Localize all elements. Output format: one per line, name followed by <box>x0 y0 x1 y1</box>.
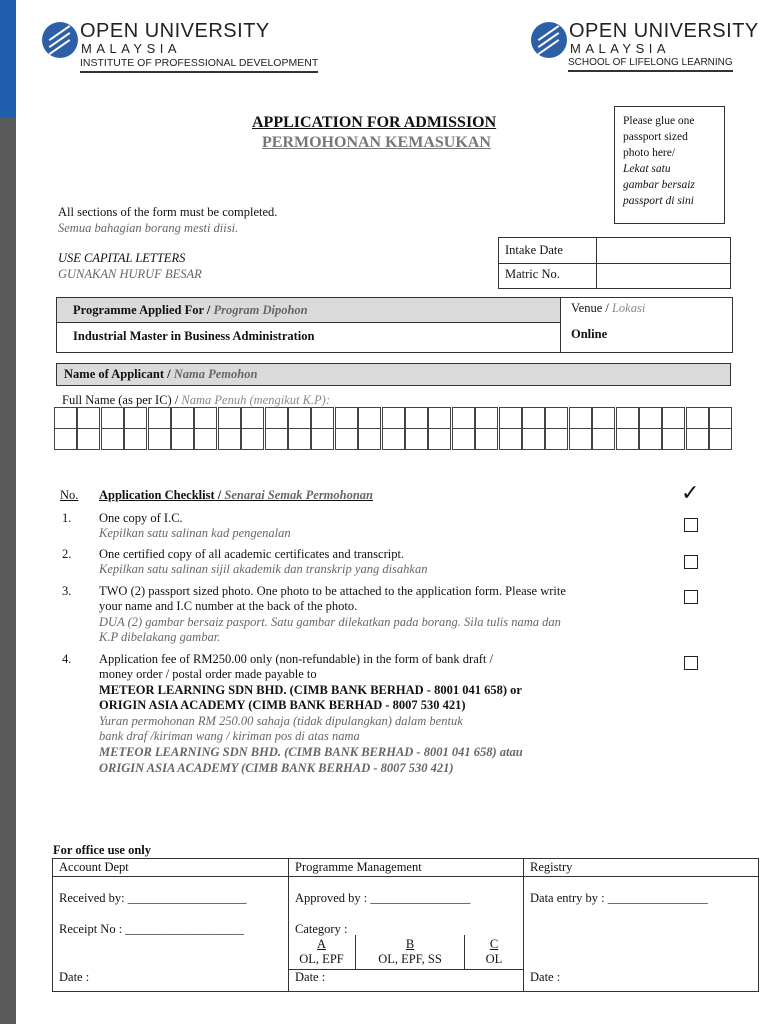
name-char-cell[interactable] <box>54 428 77 450</box>
item-4-checkbox[interactable] <box>684 656 698 670</box>
name-char-cell[interactable] <box>101 428 124 450</box>
approved-by: Approved by : ________________ <box>295 891 471 905</box>
name-char-cell[interactable] <box>241 407 264 429</box>
category-label: Category : <box>295 922 348 936</box>
name-char-cell[interactable] <box>592 428 615 450</box>
date-account: Date : <box>59 970 90 984</box>
matric-no-field[interactable] <box>598 265 728 287</box>
name-char-cell[interactable] <box>265 428 288 450</box>
intake-box <box>498 237 731 289</box>
office-col-registry: Registry <box>530 860 573 874</box>
name-char-cell[interactable] <box>428 407 451 429</box>
name-char-cell[interactable] <box>499 428 522 450</box>
programme-box <box>56 297 733 353</box>
item-4-ms-1: Yuran permohonan RM 250.00 sahaja (tidak dipulangkan) dalam bentuk <box>99 714 463 728</box>
name-char-cell[interactable] <box>77 407 100 429</box>
name-char-cell[interactable] <box>662 428 685 450</box>
fullname-grid[interactable] <box>54 407 734 451</box>
date-programme: Date : <box>295 970 326 984</box>
photo-ms-3: passport di sini <box>623 195 694 207</box>
item-2-checkbox[interactable] <box>684 555 698 569</box>
programme-value[interactable]: Industrial Master in Business Administration <box>73 329 315 343</box>
name-char-cell[interactable] <box>382 407 405 429</box>
receipt-no: Receipt No : ___________________ <box>59 922 245 936</box>
office-col-programme: Programme Management <box>295 860 422 874</box>
name-char-cell[interactable] <box>522 407 545 429</box>
oum-globe-icon <box>42 22 78 58</box>
name-char-cell[interactable] <box>452 407 475 429</box>
item-3-no: 3. <box>62 584 72 598</box>
name-char-cell[interactable] <box>241 428 264 450</box>
name-char-cell[interactable] <box>405 428 428 450</box>
instruction-1-en: All sections of the form must be completed. <box>58 205 278 219</box>
category-grid <box>288 935 523 970</box>
item-3-ms-2: K.P dibelakang gambar. <box>99 630 221 644</box>
intake-date-field[interactable] <box>598 239 728 262</box>
item-1-en: One copy of I.C. <box>99 511 183 525</box>
category-c: C OL <box>485 937 503 966</box>
right-logo-line3: SCHOOL OF LIFELONG LEARNING <box>568 57 733 72</box>
item-1-checkbox[interactable] <box>684 518 698 532</box>
name-char-cell[interactable] <box>639 428 662 450</box>
item-2-en: One certified copy of all academic certificates and transcript. <box>99 547 405 561</box>
name-char-cell[interactable] <box>171 428 194 450</box>
left-logo-line3: INSTITUTE OF PROFESSIONAL DEVELOPMENT <box>80 57 318 73</box>
received-by: Received by: ___________________ <box>59 891 247 905</box>
data-entry-by: Data entry by : ________________ <box>530 891 708 905</box>
name-char-cell[interactable] <box>148 407 171 429</box>
photo-box <box>614 106 725 224</box>
photo-en-2: passport sized <box>623 131 688 143</box>
matric-no-label: Matric No. <box>505 267 560 281</box>
name-char-cell[interactable] <box>428 428 451 450</box>
name-char-cell[interactable] <box>475 428 498 450</box>
name-char-cell[interactable] <box>124 407 147 429</box>
name-char-cell[interactable] <box>499 407 522 429</box>
photo-ms-1: Lekat satu <box>623 163 671 175</box>
name-char-cell[interactable] <box>382 428 405 450</box>
office-table <box>52 858 759 992</box>
name-char-cell[interactable] <box>101 407 124 429</box>
name-char-cell[interactable] <box>686 407 709 429</box>
name-char-cell[interactable] <box>335 428 358 450</box>
name-char-cell[interactable] <box>218 428 241 450</box>
name-char-cell[interactable] <box>452 428 475 450</box>
category-b: B OL, EPF, SS <box>378 937 442 966</box>
name-char-cell[interactable] <box>616 407 639 429</box>
name-char-cell[interactable] <box>405 407 428 429</box>
item-3-checkbox[interactable] <box>684 590 698 604</box>
instruction-2-en: USE CAPITAL LETTERS <box>58 251 186 265</box>
item-2-no: 2. <box>62 547 72 561</box>
name-char-cell[interactable] <box>288 407 311 429</box>
name-char-cell[interactable] <box>686 428 709 450</box>
item-1-no: 1. <box>62 511 72 525</box>
name-char-cell[interactable] <box>194 428 217 450</box>
name-char-cell[interactable] <box>288 428 311 450</box>
name-char-cell[interactable] <box>475 407 498 429</box>
office-col-account: Account Dept <box>59 860 129 874</box>
photo-en-3: photo here/ <box>623 147 676 159</box>
name-char-cell[interactable] <box>194 407 217 429</box>
venue-value[interactable]: Online <box>571 327 608 341</box>
name-char-cell[interactable] <box>77 428 100 450</box>
programme-header: Programme Applied For / Program Dipohon <box>73 303 308 317</box>
name-char-cell[interactable] <box>709 407 732 429</box>
left-logo-line1: OPEN UNIVERSITY <box>80 20 270 42</box>
item-4-ms-4: ORIGIN ASIA ACADEMY (CIMB BANK BERHAD - 8007 530 421) <box>99 761 454 775</box>
photo-en-1: Please glue one <box>623 115 695 127</box>
name-char-cell[interactable] <box>54 407 77 429</box>
item-4-en-1: Application fee of RM250.00 only (non-refundable) in the form of bank draft / <box>99 652 493 666</box>
intake-date-label: Intake Date <box>505 243 563 257</box>
name-char-cell[interactable] <box>616 428 639 450</box>
name-char-cell[interactable] <box>569 428 592 450</box>
name-char-cell[interactable] <box>358 407 381 429</box>
item-4-no: 4. <box>62 652 72 666</box>
name-char-cell[interactable] <box>358 428 381 450</box>
checklist-header: Application Checklist / Senarai Semak Permohonan <box>99 488 374 502</box>
viewer-sidebar <box>0 0 16 1024</box>
left-logo-line2: MALAYSIA <box>81 41 182 56</box>
instruction-2-ms: GUNAKAN HURUF BESAR <box>58 267 202 281</box>
name-char-cell[interactable] <box>171 407 194 429</box>
applicant-header: Name of Applicant / Nama Pemohon <box>56 363 731 386</box>
item-4-en-3: METEOR LEARNING SDN BHD. (CIMB BANK BERHAD - 8001 041 658) or <box>99 683 522 697</box>
instruction-1-ms: Semua bahagian borang mesti diisi. <box>58 221 239 235</box>
viewer-sidebar-accent <box>0 0 16 118</box>
item-4-ms-3: METEOR LEARNING SDN BHD. (CIMB BANK BERHAD - 8001 041 658) atau <box>99 745 523 759</box>
name-char-cell[interactable] <box>265 407 288 429</box>
item-1-ms: Kepilkan satu salinan kad pengenalan <box>99 526 291 540</box>
name-char-cell[interactable] <box>592 407 615 429</box>
tick-icon: ✓ <box>681 481 700 506</box>
right-logo-line1: OPEN UNIVERSITY <box>569 20 759 42</box>
photo-ms-2: gambar bersaiz <box>623 179 695 191</box>
name-char-cell[interactable] <box>545 407 568 429</box>
office-title: For office use only <box>53 843 152 857</box>
name-char-cell[interactable] <box>639 407 662 429</box>
venue-label: Venue / Lokasi <box>571 301 646 315</box>
name-char-cell[interactable] <box>545 428 568 450</box>
item-3-en-1: TWO (2) passport sized photo. One photo to be attached to the application form. Please write <box>99 584 566 598</box>
name-char-cell[interactable] <box>662 407 685 429</box>
checklist-no-header: No. <box>60 488 79 502</box>
item-4-en-2: money order / postal order made payable to <box>99 667 317 681</box>
name-char-cell[interactable] <box>218 407 241 429</box>
item-4-ms-2: bank draf /kiriman wang / kiriman pos di atas nama <box>99 729 360 743</box>
right-logo-line2: MALAYSIA <box>570 41 671 56</box>
title-en: APPLICATION FOR ADMISSION <box>252 114 497 131</box>
name-char-cell[interactable] <box>311 428 334 450</box>
name-char-cell[interactable] <box>311 407 334 429</box>
item-4-en-4: ORIGIN ASIA ACADEMY (CIMB BANK BERHAD - 8007 530 421) <box>99 698 466 712</box>
title-ms: PERMOHONAN KEMASUKAN <box>262 134 491 151</box>
name-char-cell[interactable] <box>709 428 732 450</box>
category-a: A OL, EPF <box>299 937 344 966</box>
item-3-ms-1: DUA (2) gambar bersaiz pasport. Satu gambar dilekatkan pada borang. Sila tulis nama dan <box>99 615 561 629</box>
fullname-label: Full Name (as per IC) / Nama Penuh (mengikut K.P): <box>62 393 330 407</box>
name-char-cell[interactable] <box>335 407 358 429</box>
name-char-cell[interactable] <box>522 428 545 450</box>
name-char-cell[interactable] <box>124 428 147 450</box>
oum-globe-icon-right <box>531 22 567 58</box>
item-3-en-2: your name and I.C number at the back of the photo. <box>99 599 358 613</box>
name-char-cell[interactable] <box>569 407 592 429</box>
item-2-ms: Kepilkan satu salinan sijil akademik dan transkrip yang disahkan <box>99 562 428 576</box>
date-registry: Date : <box>530 970 561 984</box>
name-char-cell[interactable] <box>148 428 171 450</box>
